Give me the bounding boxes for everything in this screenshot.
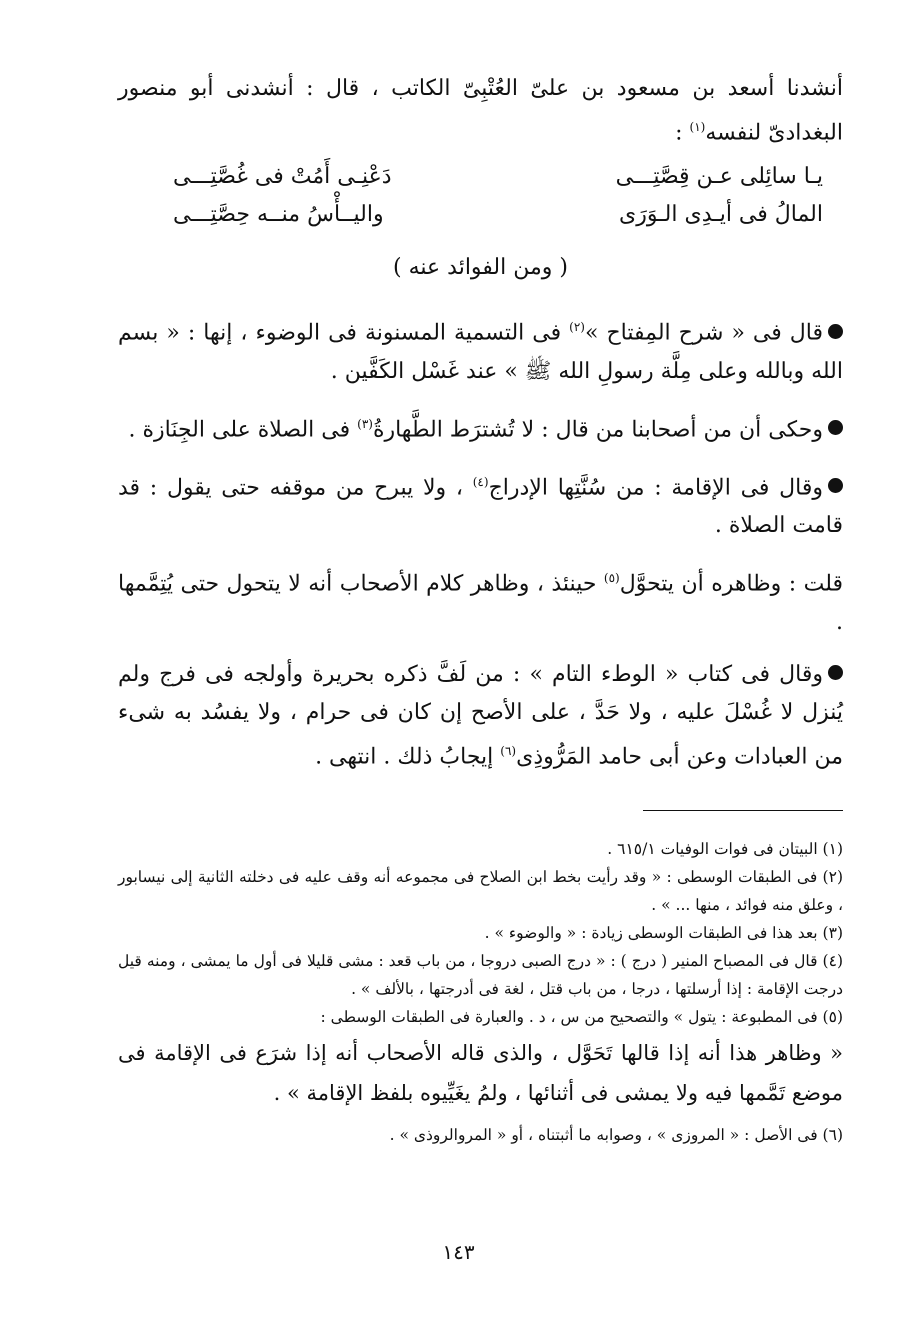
- page-body: [118, 70, 843, 1149]
- footnote-ref[interactable]: (٦): [500, 743, 517, 758]
- footnote-quote: « وظاهر هذا أنه إذا قالها تَحَوَّل ، والذى قاله الأصحاب أنه إذا شرَع فى الإقامة فى موضع تَمَّمها فيه ولا يمشى فى أثنائها ، ولمُ يغَيِّيوه بلفظ الإقامة » .: [118, 1040, 843, 1105]
- bullet-icon: [828, 665, 843, 680]
- paragraph-text: وقال فى كتاب « الوطء التام » : من لَفَّ ذكره بحريرة وأولجه فى فرج ولم يُنزل لا غُسْلَ عليه ، ولا حَدَّ ، على الأصح إن كان فى حرام ، ولا يفسُد به شىء من العبادات وعن أبى حامد المَرُّوذِى: [118, 661, 843, 769]
- paragraph-text: إيجابُ ذلك . انتهى .: [315, 743, 501, 769]
- paragraph-text: حينئذ ، وظاهر كلام الأصحاب أنه لا يتحول حتى يُتِمَّمها .: [118, 571, 843, 635]
- footnote: (٥) فى المطبوعة : يتول » والتصحيح من س ، د . والعبارة فى الطبقات الوسطى :: [320, 1007, 843, 1026]
- intro-tail: :: [675, 120, 690, 146]
- footnote-ref[interactable]: (٢): [569, 320, 585, 335]
- body-paragraph: [118, 405, 843, 449]
- footnote: (٢) فى الطبقات الوسطى : « وقد رأيت بخط ابن الصلاح فى مجموعه أنه وقف عليه فى دخلته الثانية إلى نيسابور ، وعلق منه فوائد ، منها ... » .: [118, 867, 843, 914]
- poem-verses: [173, 158, 823, 234]
- footnote-divider: [643, 810, 843, 811]
- bullet-icon: [828, 420, 843, 435]
- verse-line: [173, 158, 823, 196]
- footnote-ref[interactable]: (٣): [357, 416, 373, 431]
- verse-hemistich: واليــأْسُ منــه حِصَّتِـــى: [173, 202, 384, 228]
- body-paragraph: [118, 559, 843, 641]
- paragraph-text: قال فى « شرح المِفتاح »: [584, 320, 823, 346]
- body-paragraph: [118, 463, 843, 545]
- paragraph-text: وحكى أن من أصحابنا من قال : لا تُشترَط الطَّهارةُ: [372, 416, 823, 442]
- page-number: ١٤٣: [442, 1240, 475, 1264]
- footnote-ref[interactable]: (٥): [603, 571, 620, 586]
- footnote-ref[interactable]: (١): [689, 120, 706, 134]
- footnotes: [118, 835, 843, 1149]
- verse-hemistich: المالُ فى أيـدِى الـوَرَى: [619, 202, 823, 228]
- bullet-icon: [828, 324, 843, 339]
- footnote-ref[interactable]: (٤): [472, 474, 489, 489]
- verse-hemistich: دَعْنِـى أَمُتْ فى غُصَّتِـــى: [173, 164, 392, 190]
- footnote: (٣) بعد هذا فى الطبقات الوسطى زيادة : « والوضوء » .: [484, 923, 843, 942]
- paragraph-text: فى التسمية المسنونة فى الوضوء ، إنها : « بسم الله وبالله وعلى مِلَّة رسولِ الله ﷺ » عند غَسْل الكَفَّين .: [118, 320, 843, 384]
- paragraph-text: ، ولا يبرح من موقفه حتى يقول : قد قامت الصلاة .: [118, 475, 843, 539]
- footnote: (٦) فى الأصل : « المروزى » ، وصوابه ما أثبتناه ، أو « المروالروذى » .: [389, 1125, 843, 1144]
- intro-text: أنشدنا أسعد بن مسعود بن علىّ العُتْبِىّ الكاتب ، قال : أنشدنى أبو منصور البغدادىّ لنفسه: [118, 76, 843, 146]
- body-paragraph: [118, 656, 843, 776]
- section-heading: ( ومن الفوائد عنه ): [393, 255, 568, 281]
- footnote: (٤) قال فى المصباح المنير ( درج ) : « درج الصبى دروجا ، من باب قعد : مشى قليلا فى أول ما يمشى ، ومنه قيل درجت الإقامة : إذا أرسلتها ، درجا ، من باب قتل ، لغة فى أدرجتها ، بالألف » .: [118, 951, 843, 998]
- verse-hemistich: يـا سائِلى عـن قِصَّتِـــى: [615, 164, 823, 190]
- body-paragraph: [118, 308, 843, 390]
- paragraph-text: قلت : وظاهره أن يتحوَّل: [619, 571, 843, 597]
- paragraph-text: وقال فى الإقامة : من سُنَّتِها الإدراج: [488, 475, 823, 501]
- paragraph-text: فى الصلاة على الجِنَازة .: [128, 416, 358, 442]
- footnote: (١) البيتان فى فوات الوفيات ٦١٥/١ .: [607, 839, 843, 858]
- intro-paragraph: [118, 70, 843, 152]
- bullet-icon: [828, 478, 843, 493]
- verse-line: [173, 196, 823, 234]
